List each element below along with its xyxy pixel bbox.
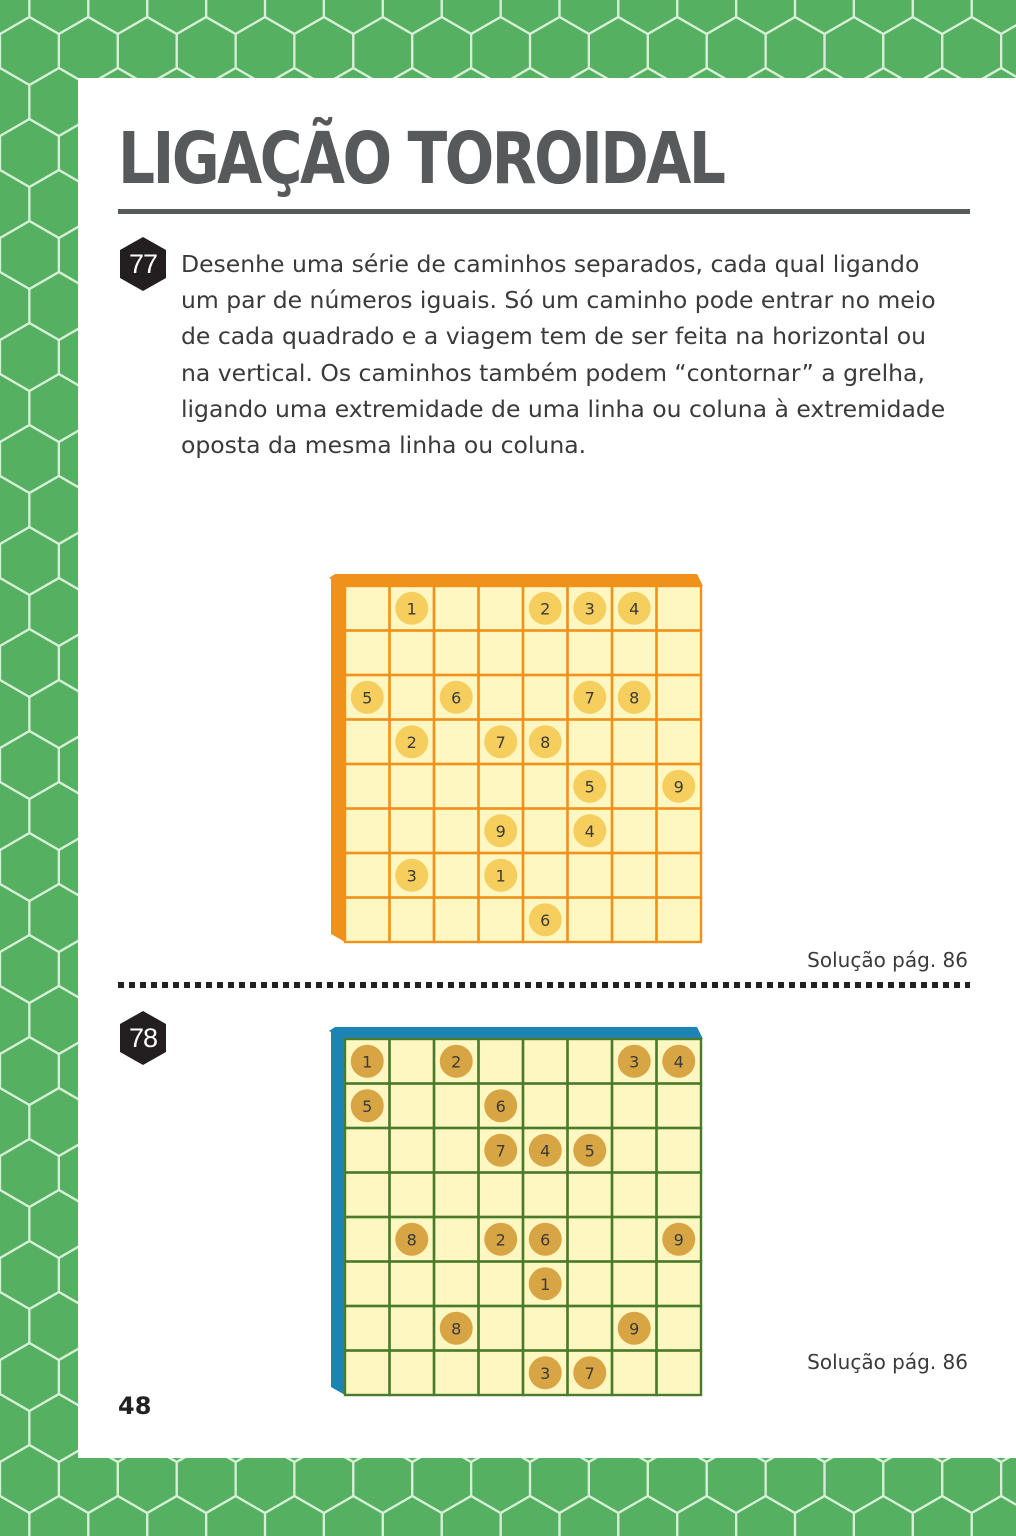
hexagon-cell — [0, 1496, 29, 1536]
hexagon-cell — [0, 1037, 59, 1105]
cell-number: 9 — [495, 821, 506, 841]
hexagon-cell — [412, 17, 471, 85]
hexagon-cell — [0, 476, 29, 544]
hexagon-cell — [883, 17, 942, 85]
puzzle-77-grid — [325, 568, 710, 948]
hexagon-cell — [0, 1394, 29, 1462]
cell-number: 3 — [406, 866, 417, 886]
cell-number: 3 — [584, 599, 595, 619]
cell-number: 1 — [406, 599, 417, 619]
hexagon-cell — [0, 1292, 29, 1360]
hexagon-cell — [29, 1496, 88, 1536]
cell-number: 5 — [584, 1141, 595, 1161]
cell-number: 5 — [362, 1096, 373, 1116]
cell-number: 5 — [362, 688, 373, 708]
hexagon-cell — [0, 1088, 29, 1156]
instruction-line: um par de números iguais. Só um caminho pode entrar no meio — [181, 286, 936, 315]
hexagon-cell — [707, 17, 766, 85]
hexagon-cell — [383, 0, 442, 34]
cell-number: 7 — [495, 732, 506, 752]
hexagon-cell — [972, 1496, 1016, 1536]
hexagon-cell — [206, 1496, 265, 1536]
hexagon-cell — [88, 0, 147, 34]
hexagon-cell — [618, 0, 677, 34]
hexagon-cell — [265, 1496, 324, 1536]
hexagon-cell — [206, 0, 265, 34]
page-number: 48 — [118, 1392, 152, 1420]
hexagon-cell — [0, 884, 29, 952]
puzzle-77-solution-ref: Solução pág. 86 — [807, 948, 968, 972]
hexagon-cell — [0, 0, 29, 34]
hexagon-cell — [0, 1445, 59, 1513]
hexagon-cell — [913, 0, 972, 34]
hexagon-cell — [795, 1496, 854, 1536]
hexagon-cell — [0, 1241, 59, 1309]
hexagon-cell — [854, 1496, 913, 1536]
cell-number: 1 — [495, 866, 506, 886]
cell-number: 4 — [673, 1052, 684, 1072]
cell-number: 3 — [540, 1363, 551, 1383]
hexagon-cell — [854, 0, 913, 34]
hexagon-cell — [0, 374, 29, 442]
cell-number: 2 — [406, 732, 417, 752]
instruction-line: na vertical. Os caminhos também podem “contornar” a grelha, — [181, 358, 925, 387]
hexagon-cell — [442, 0, 501, 34]
hexagon-cell — [736, 1496, 795, 1536]
hexagon-cell — [177, 17, 236, 85]
puzzle-77-instructions — [181, 246, 971, 463]
cell-number: 9 — [673, 1230, 684, 1250]
grid-top-edge — [329, 574, 703, 586]
cell-number: 8 — [629, 688, 640, 708]
cell-number: 7 — [584, 1363, 595, 1383]
hexagon-cell — [0, 731, 59, 799]
cell-number: 9 — [673, 777, 684, 797]
hexagon-cell — [0, 425, 59, 493]
puzzle-number: 77 — [128, 248, 158, 279]
hexagon-cell — [0, 1190, 29, 1258]
cell-number: 8 — [406, 1230, 417, 1250]
hexagon-cell — [0, 935, 59, 1003]
instruction-line: oposta da mesma linha ou coluna. — [181, 431, 587, 460]
cell-number: 8 — [451, 1319, 462, 1339]
hexagon-cell — [560, 0, 619, 34]
hexagon-cell — [795, 0, 854, 34]
hexagon-cell — [353, 17, 412, 85]
instruction-line: de cada quadrado e a viagem tem de ser feita na horizontal ou — [181, 322, 927, 351]
cell-number: 2 — [451, 1052, 462, 1072]
cell-number: 8 — [540, 732, 551, 752]
hexagon-cell — [677, 1496, 736, 1536]
hexagon-cell — [236, 17, 295, 85]
cell-number: 2 — [540, 599, 551, 619]
puzzle-78-grid — [325, 1021, 710, 1401]
grid-side-edge — [331, 1031, 345, 1395]
hexagon-cell — [0, 119, 59, 187]
hexagon-cell — [0, 68, 29, 136]
instruction-line: ligando uma extremidade de uma linha ou coluna à extremidade — [181, 394, 946, 423]
cell-number: 1 — [362, 1052, 373, 1072]
cell-number: 6 — [495, 1096, 506, 1116]
hexagon-cell — [618, 1496, 677, 1536]
hexagon-cell — [383, 1496, 442, 1536]
cell-number: 6 — [451, 688, 462, 708]
cell-number: 9 — [629, 1319, 640, 1339]
hexagon-cell — [736, 0, 795, 34]
page-title: LIGAÇÃO TOROIDAL — [118, 117, 724, 200]
hexagon-cell — [913, 1496, 972, 1536]
hexagon-cell — [560, 1496, 619, 1536]
hexagon-cell — [147, 0, 206, 34]
hexagon-cell — [0, 170, 29, 238]
instruction-line: Desenhe uma série de caminhos separados, cada qual ligando — [181, 250, 920, 278]
cell-number: 3 — [629, 1052, 640, 1072]
hexagon-cell — [147, 1496, 206, 1536]
hexagon-cell — [766, 17, 825, 85]
hexagon-cell — [88, 1496, 147, 1536]
hexagon-cell — [942, 17, 1001, 85]
hexagon-cell — [0, 17, 59, 85]
hexagon-cell — [324, 1496, 383, 1536]
hexagon-cell — [648, 17, 707, 85]
puzzle-77-number-badge — [118, 236, 168, 292]
hexagon-cell — [501, 1496, 560, 1536]
cell-number: 7 — [495, 1141, 506, 1161]
hexagon-cell — [0, 782, 29, 850]
cell-number: 4 — [584, 821, 595, 841]
cell-number: 1 — [540, 1274, 551, 1294]
hexagon-cell — [0, 323, 59, 391]
hexagon-cell — [501, 0, 560, 34]
puzzle-78-number-badge — [118, 1010, 168, 1066]
hexagon-cell — [0, 221, 59, 289]
hexagon-cell — [825, 17, 884, 85]
hexagon-cell — [0, 1139, 59, 1207]
hexagon-cell — [0, 629, 59, 697]
hexagon-cell — [265, 0, 324, 34]
hexagon-cell — [442, 1496, 501, 1536]
hexagon-cell — [0, 1343, 59, 1411]
grid-top-edge — [329, 1027, 703, 1039]
hexagon-cell — [294, 17, 353, 85]
cell-number: 4 — [629, 599, 640, 619]
hexagon-cell — [0, 578, 29, 646]
cell-number: 2 — [495, 1230, 506, 1250]
cell-number: 6 — [540, 910, 551, 930]
hexagon-cell — [677, 0, 736, 34]
hexagon-cell — [0, 680, 29, 748]
dotted-divider — [118, 982, 970, 988]
cell-number: 5 — [584, 777, 595, 797]
hexagon-cell — [530, 17, 589, 85]
hexagon-cell — [471, 17, 530, 85]
puzzle-78-solution-ref: Solução pág. 86 — [807, 1350, 968, 1374]
title-underline — [118, 209, 970, 214]
cell-number: 6 — [540, 1230, 551, 1250]
hexagon-cell — [0, 833, 59, 901]
hexagon-cell — [324, 0, 383, 34]
hexagon-cell — [59, 17, 118, 85]
hexagon-cell — [589, 17, 648, 85]
puzzle-number: 78 — [128, 1022, 158, 1053]
grid-side-edge — [331, 578, 345, 942]
cell-number: 4 — [540, 1141, 551, 1161]
cell-number: 7 — [584, 688, 595, 708]
hexagon-cell — [118, 17, 177, 85]
hexagon-cell — [0, 527, 59, 595]
hexagon-cell — [0, 986, 29, 1054]
hexagon-cell — [29, 0, 88, 34]
hexagon-cell — [0, 272, 29, 340]
